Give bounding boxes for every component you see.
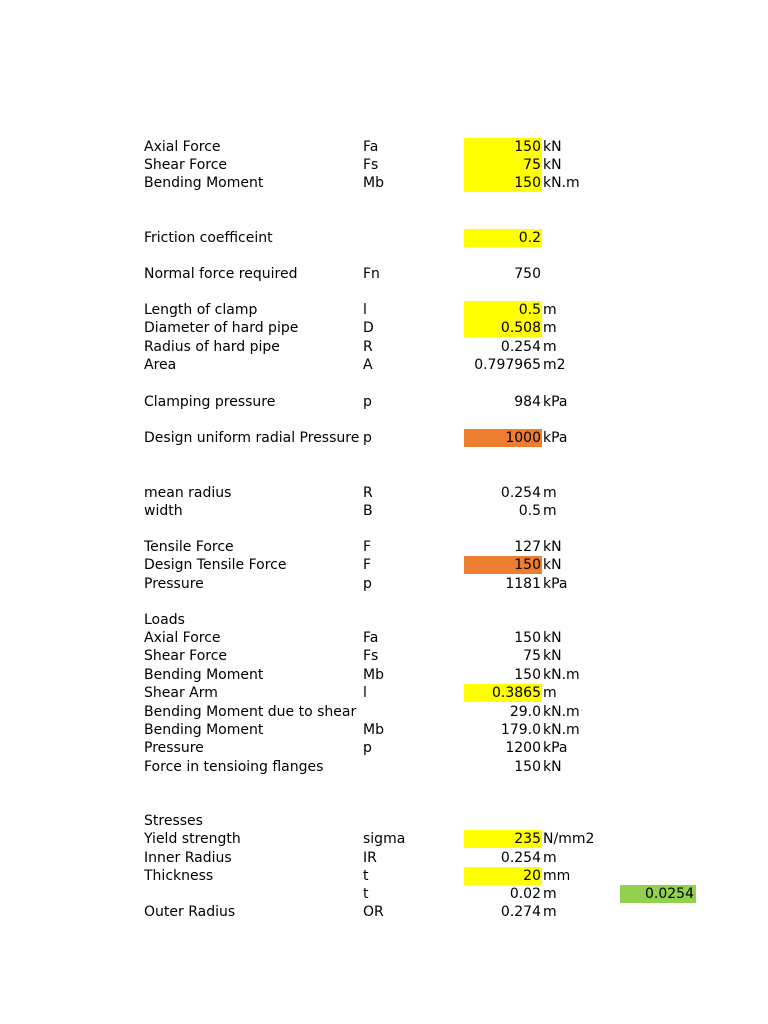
row-label: Loads — [144, 612, 185, 628]
sheet-row — [0, 721, 768, 739]
row-label: Yield strength — [144, 831, 241, 847]
sheet-row — [0, 156, 768, 174]
row-unit: m — [543, 485, 557, 501]
row-unit: m — [543, 886, 557, 902]
row-value-cell[interactable]: 0.797965 — [474, 357, 541, 373]
row-unit: kN — [543, 157, 562, 173]
row-label: Bending Moment — [144, 667, 264, 683]
row-label: Stresses — [144, 813, 203, 829]
row-unit: kPa — [543, 740, 568, 756]
sheet-row — [0, 758, 768, 776]
row-unit: kPa — [543, 430, 568, 446]
row-unit: kN.m — [543, 175, 580, 191]
row-value-cell[interactable]: 150 — [464, 138, 542, 156]
row-value-cell[interactable] — [464, 812, 542, 830]
row-value-cell[interactable]: 1181 — [505, 576, 541, 592]
row-value-cell[interactable]: 1000 — [464, 429, 542, 447]
row-extra-cell[interactable]: 0.0254 — [620, 885, 696, 903]
row-value-cell[interactable]: 127 — [514, 539, 541, 555]
row-label: mean radius — [144, 485, 232, 501]
row-unit: m — [543, 339, 557, 355]
row-value-cell[interactable]: 20 — [464, 867, 542, 885]
row-label: Force in tensioing flanges — [144, 759, 324, 775]
row-value-cell[interactable]: 0.5 — [518, 503, 541, 519]
row-symbol: l — [363, 302, 367, 318]
row-symbol: t — [363, 886, 369, 902]
row-symbol: R — [363, 339, 373, 355]
sheet-row — [0, 538, 768, 556]
row-label: Outer Radius — [144, 904, 236, 920]
row-value-cell[interactable]: 179.0 — [500, 722, 541, 738]
row-label: Inner Radius — [144, 850, 232, 866]
sheet-row — [0, 393, 768, 411]
row-unit: m — [543, 904, 557, 920]
row-symbol: R — [363, 485, 373, 501]
row-value-cell[interactable]: 150 — [514, 667, 541, 683]
row-value-cell[interactable]: 0.274 — [500, 904, 541, 920]
row-symbol: D — [363, 320, 374, 336]
sheet-row — [0, 629, 768, 647]
row-symbol: p — [363, 740, 372, 756]
row-label: Design uniform radial Pressure — [144, 430, 360, 446]
row-value-cell[interactable]: 75 — [523, 648, 541, 664]
row-label: Diameter of hard pipe — [144, 320, 299, 336]
row-unit: kPa — [543, 394, 568, 410]
sheet-row — [0, 885, 768, 903]
row-value-cell[interactable]: 984 — [514, 394, 541, 410]
sheet-row — [0, 849, 768, 867]
row-value-cell[interactable]: 1200 — [505, 740, 541, 756]
row-symbol: Mb — [363, 175, 384, 191]
row-label: Tensile Force — [144, 539, 234, 555]
sheet-row — [0, 174, 768, 192]
row-label: Shear Force — [144, 648, 228, 664]
row-unit: kPa — [543, 576, 568, 592]
row-symbol: OR — [363, 904, 384, 920]
row-label: Bending Moment due to shear — [144, 704, 357, 720]
row-value-cell[interactable]: 0.2 — [464, 229, 542, 247]
row-unit: kN.m — [543, 722, 580, 738]
sheet-row — [0, 647, 768, 665]
row-symbol: A — [363, 357, 373, 373]
row-unit: m — [543, 302, 557, 318]
row-symbol: F — [363, 557, 372, 573]
row-label: Shear Arm — [144, 685, 218, 701]
row-symbol: Fa — [363, 139, 379, 155]
sheet-row — [0, 502, 768, 520]
sheet-row — [0, 484, 768, 502]
row-value-cell[interactable]: 0.254 — [500, 339, 541, 355]
row-label: Radius of hard pipe — [144, 339, 280, 355]
row-value-cell[interactable]: 750 — [514, 266, 541, 282]
row-symbol: p — [363, 576, 372, 592]
row-label: Design Tensile Force — [144, 557, 287, 573]
row-label: Area — [144, 357, 177, 373]
row-label: Pressure — [144, 576, 204, 592]
row-unit: kN — [543, 539, 562, 555]
row-unit: mm — [543, 868, 571, 884]
row-label: Axial Force — [144, 139, 221, 155]
row-value-cell[interactable]: 0.02 — [509, 886, 541, 902]
row-label: Length of clamp — [144, 302, 258, 318]
row-unit: m2 — [543, 357, 566, 373]
sheet-row — [0, 830, 768, 848]
row-unit: kN — [543, 648, 562, 664]
sheet-row — [0, 229, 768, 247]
sheet-row — [0, 666, 768, 684]
row-symbol: Mb — [363, 667, 384, 683]
row-value-cell[interactable]: 150 — [464, 174, 542, 192]
row-value-cell[interactable]: 235 — [464, 830, 542, 848]
row-label: Shear Force — [144, 157, 228, 173]
row-symbol: Fs — [363, 157, 379, 173]
row-value-cell[interactable]: 75 — [464, 156, 542, 174]
sheet-row — [0, 739, 768, 757]
row-label: width — [144, 503, 183, 519]
sheet-row — [0, 556, 768, 574]
row-unit: kN — [543, 139, 562, 155]
row-unit: N/mm2 — [543, 831, 595, 847]
row-unit: kN — [543, 630, 562, 646]
row-symbol: sigma — [363, 831, 406, 847]
row-symbol: p — [363, 394, 372, 410]
sheet-row — [0, 867, 768, 885]
row-symbol: B — [363, 503, 373, 519]
sheet-row — [0, 684, 768, 702]
row-label: Bending Moment — [144, 722, 264, 738]
row-unit: m — [543, 850, 557, 866]
row-value-cell[interactable]: 150 — [514, 630, 541, 646]
row-value-cell[interactable]: 150 — [514, 759, 541, 775]
row-unit: m — [543, 685, 557, 701]
sheet-row — [0, 611, 768, 629]
row-unit: kN — [543, 557, 562, 573]
row-symbol: Mb — [363, 722, 384, 738]
sheet-row — [0, 265, 768, 283]
sheet-row — [0, 703, 768, 721]
row-label: Axial Force — [144, 630, 221, 646]
sheet-row — [0, 429, 768, 447]
sheet-row — [0, 903, 768, 921]
sheet-row — [0, 319, 768, 337]
row-value-cell[interactable]: 0.3865 — [464, 684, 542, 702]
row-unit: kN.m — [543, 667, 580, 683]
row-label: Normal force required — [144, 266, 298, 282]
sheet-row — [0, 575, 768, 593]
row-unit: m — [543, 503, 557, 519]
row-value-cell[interactable]: 0.5 — [464, 301, 542, 319]
row-unit: kN.m — [543, 704, 580, 720]
row-value-cell[interactable]: 0.254 — [500, 485, 541, 501]
sheet-row — [0, 301, 768, 319]
row-symbol: l — [363, 685, 367, 701]
row-value-cell[interactable]: 0.254 — [500, 850, 541, 866]
row-value-cell[interactable]: 0.508 — [464, 319, 542, 337]
sheet-row — [0, 338, 768, 356]
row-symbol: Fs — [363, 648, 379, 664]
sheet-row — [0, 356, 768, 374]
sheet-row — [0, 812, 768, 830]
row-symbol: Fa — [363, 630, 379, 646]
row-label: Pressure — [144, 740, 204, 756]
row-label: Friction coefficeint — [144, 230, 273, 246]
row-label: Thickness — [144, 868, 214, 884]
row-label: Clamping pressure — [144, 394, 276, 410]
row-label: Bending Moment — [144, 175, 264, 191]
row-unit: kN — [543, 759, 562, 775]
row-symbol: p — [363, 430, 372, 446]
sheet-row — [0, 138, 768, 156]
row-unit: m — [543, 320, 557, 336]
row-symbol: IR — [363, 850, 377, 866]
row-value-cell[interactable]: 150 — [464, 556, 542, 574]
row-symbol: t — [363, 868, 369, 884]
row-value-cell[interactable] — [464, 611, 542, 629]
row-value-cell[interactable]: 29.0 — [509, 704, 541, 720]
row-symbol: F — [363, 539, 372, 555]
row-symbol: Fn — [363, 266, 380, 282]
